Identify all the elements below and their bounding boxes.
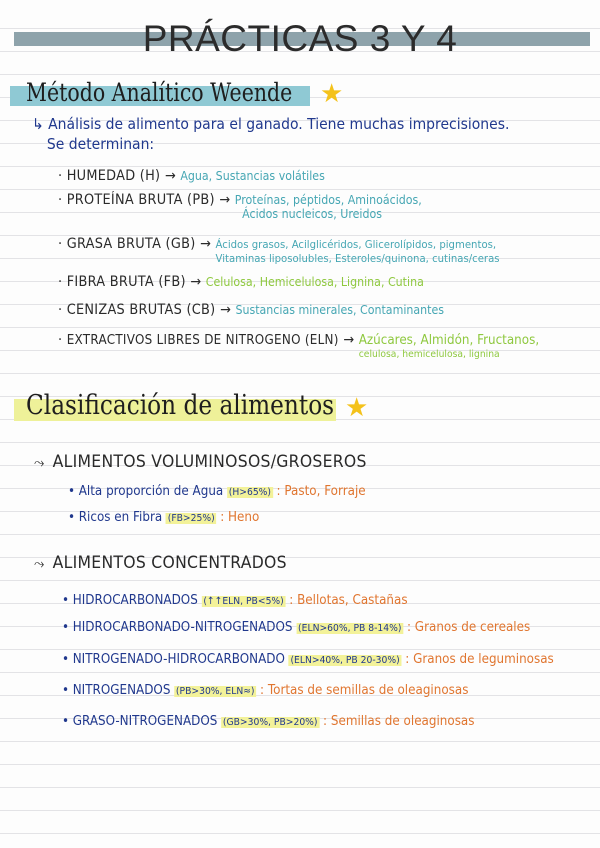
list-item-nitrogenado-hidrocarbonado [62,652,554,667]
list-item-ricos-fibra [68,510,259,525]
item-values: Sustancias minerales, Contaminantes [235,303,445,317]
item-label: PROTEÍNA BRUTA (PB) [66,192,215,208]
arrow-right-icon: → [164,168,176,184]
squiggle-arrow-icon: ⤳ [34,556,45,572]
arrow-right-icon: → [190,274,202,290]
star-icon: ★ [320,79,344,109]
arrow-right-icon: → [220,302,231,318]
item-values: Celulosa, Hemicelulosa, Lignina, Cutina [205,275,424,289]
item-label: GRASO-NITROGENADOS [72,714,218,729]
item-label: FIBRA BRUTA (FB) [66,274,186,290]
bullet: · [58,274,63,290]
item-values: Agua, Sustancias volátiles [180,169,325,183]
star-icon: ★ [345,393,369,423]
bullet: • [68,484,76,499]
arrow-right-icon: → [200,236,211,252]
heading-clasificacion: Clasificación de alimentos [26,390,335,421]
item-example: : Pasto, Forraje [276,484,366,499]
item-condition: (↑↑ELN, PB<5%) [203,596,284,607]
bullet: • [62,714,70,729]
list-item-alta-agua [68,484,366,499]
page-title: PRÁCTICAS 3 Y 4 [142,18,458,59]
list-item-hidrocarbonado-nitrogenados [62,620,530,635]
item-condition: (ELN>40%, PB 20-30%) [290,655,400,666]
bullet: • [62,683,70,698]
list-item-humedad [58,168,325,184]
item-condition: (FB>25%) [167,513,215,524]
item-example: : Granos de cereales [406,620,531,635]
item-example: : Heno [220,510,260,525]
section-title: ALIMENTOS VOLUMINOSOS/GROSEROS [52,452,367,472]
item-condition: (GB>30%, PB>20%) [222,717,318,728]
bullet: · [58,332,63,348]
heading-weende: Método Analítico Weende [26,78,293,107]
item-values: Ácidos grasos, Acilglicéridos, Glicerolípidos, pigmentos, Vitaminas liposolubles, Esteroles/quinona, cutinas/ceras [215,238,500,265]
weende-intro [32,114,509,154]
bullet: • [68,510,76,525]
intro-line-1: Análisis de alimento para el ganado. Tiene muchas imprecisiones. [48,115,510,133]
item-values: Azúcares, Almidón, Fructanos, celulosa, hemicelulosa, lignina [358,333,540,360]
section-concentrados [34,553,287,573]
item-label: NITROGENADO-HIDROCARBONADO [72,652,285,667]
list-item-graso-nitrogenados [62,714,474,729]
item-example: : Tortas de semillas de oleaginosas [260,683,469,698]
list-item-fibra [58,274,424,290]
item-condition: (ELN>60%, PB 8-14%) [298,623,402,634]
section-voluminosos [34,452,367,472]
item-label: GRASA BRUTA (GB) [66,236,196,252]
intro-line-2: Se determinan: [46,135,155,153]
item-condition: (H>65%) [228,487,272,498]
list-item-cenizas [58,302,444,318]
list-item-extractivos [58,332,539,362]
item-label: CENIZAS BRUTAS (CB) [66,302,216,318]
item-example: : Granos de leguminosas [405,652,554,667]
list-item-grasa [58,236,500,266]
bullet: • [62,593,70,608]
item-example: : Semillas de oleaginosas [323,714,475,729]
item-label: HIDROCARBONADO-NITROGENADOS [72,620,293,635]
item-label: Ricos en Fibra [78,510,163,525]
corner-arrow-icon: ↳ [32,115,44,133]
bullet: · [58,302,63,318]
list-item-hidrocarbonados [62,593,408,608]
squiggle-arrow-icon: ⤳ [34,455,45,471]
item-example: : Bellotas, Castañas [289,593,408,608]
bullet: • [62,620,70,635]
list-item-nitrogenados [62,683,468,698]
item-label: Alta proporción de Agua [78,484,224,499]
bullet: · [58,168,63,184]
item-label: HIDROCARBONADOS [72,593,198,608]
item-values: Proteínas, péptidos, Aminoácidos, Ácidos nucleicos, Ureidos [234,193,422,221]
bullet: • [62,652,70,667]
list-item-proteina [58,192,422,221]
item-condition: (PB>30%, ELN≈) [175,686,255,697]
bullet: · [58,236,63,252]
bullet: · [58,192,63,208]
item-label: HUMEDAD (H) [66,168,161,184]
item-label: NITROGENADOS [72,683,171,698]
arrow-right-icon: → [343,332,355,348]
item-label: EXTRACTIVOS LIBRES DE NITROGENO (ELN) [66,333,339,348]
section-title: ALIMENTOS CONCENTRADOS [52,553,287,573]
arrow-right-icon: → [219,192,231,208]
